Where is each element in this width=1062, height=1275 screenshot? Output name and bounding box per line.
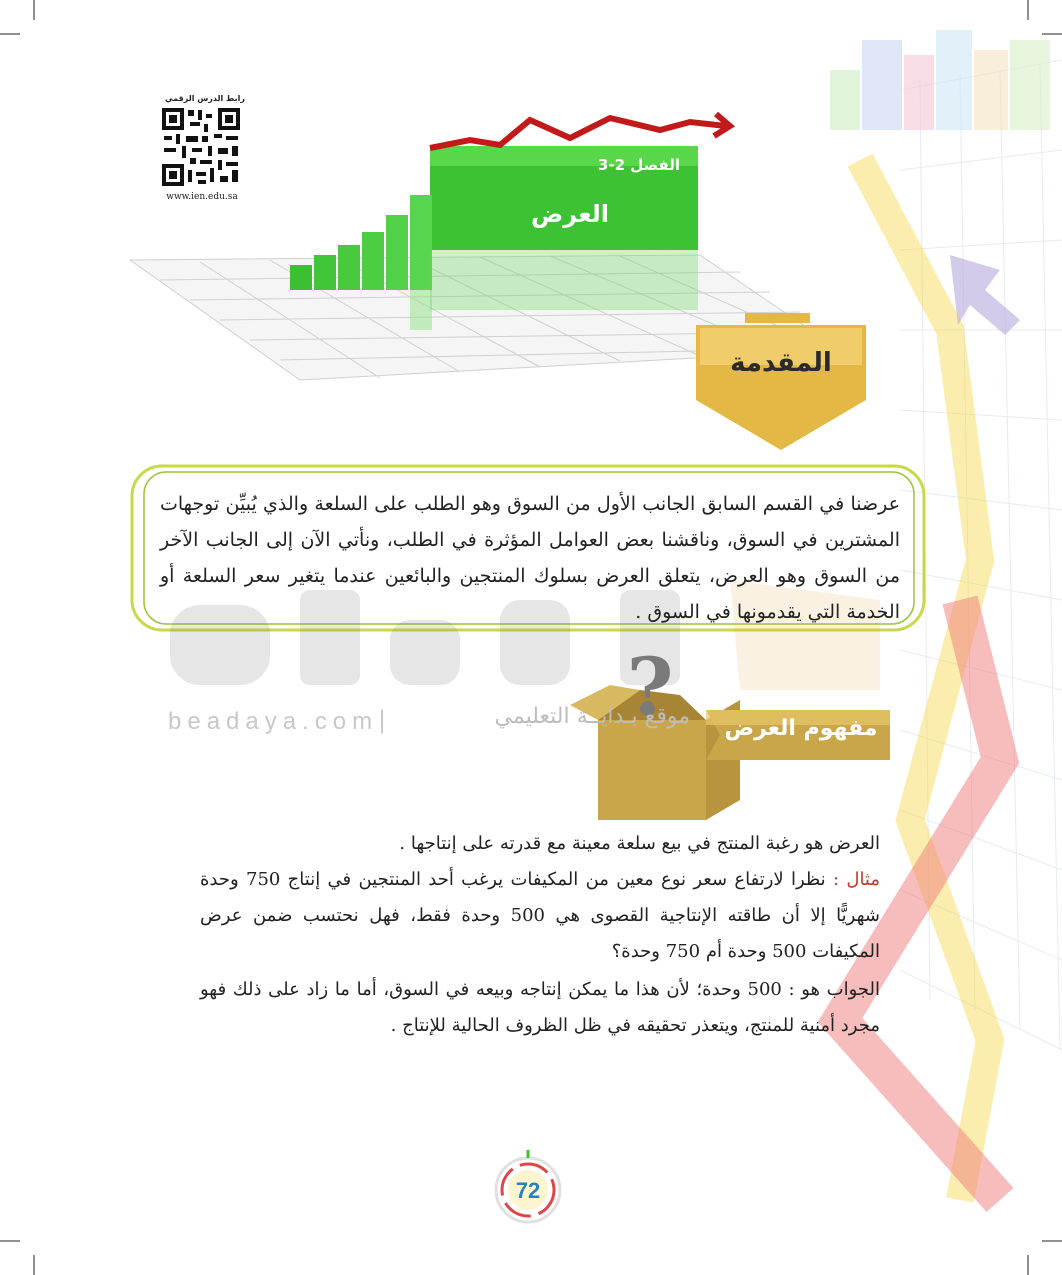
example-paragraph bbox=[200, 862, 880, 970]
intro-badge bbox=[696, 318, 866, 450]
intro-title: المقدمة bbox=[730, 348, 832, 378]
watermark-english: beadaya.com bbox=[168, 708, 379, 735]
buildings-icon bbox=[830, 30, 1050, 130]
answer-paragraph: الجواب هو : 500 وحدة؛ لأن هذا ما يمكن إنتاجه وبيعه في السوق، أما ما زاد على ذلك فهو مجرد أمنية للمنتج، ويتعذر تحقيقه في ظل الظروف الحالية للإنتاج . bbox=[200, 979, 880, 1036]
concept-title: مفهوم العرض bbox=[724, 716, 878, 741]
watermark-separator: | bbox=[378, 706, 387, 734]
qr-label: رابط الدرس الرقمي bbox=[165, 94, 245, 103]
question-box-icon bbox=[570, 640, 740, 820]
example-label: مثال : bbox=[833, 869, 881, 890]
watermark-arabic: موقع بـدايــة التعليمي bbox=[494, 704, 690, 729]
intro-paragraph: عرضنا في القسم السابق الجانب الأول من السوق وهو الطلب على السلعة والذي يُبيِّن توجهات المشترين في السوق، وناقشنا بعض العوامل المؤثرة في الطلب، ونأتي الآن إلى الجانب الآخر من السوق وهو العرض، يتعلق العرض بسلوك المنتجين والبائعين عندما يتغير سعر السلعة أو الخدمة التي يقدمونها في السوق . bbox=[160, 493, 900, 623]
chapter-number: الفصل 2-3 bbox=[597, 156, 680, 174]
qr-code-icon[interactable] bbox=[160, 106, 242, 188]
definition-paragraph: العرض هو رغبة المنتج في بيع سلعة معينة مع قدرته على إنتاجها . bbox=[399, 833, 880, 854]
qr-url[interactable]: www.ien.edu.sa bbox=[166, 192, 238, 202]
svg-text:?: ? bbox=[626, 640, 674, 734]
example-text: نظرا لارتفاع سعر نوع معين من المكيفات يرغب أحد المنتجين في إنتاج 750 وحدة شهريًّا إلا أن طاقته الإنتاجية القصوى هي 500 وحدة فقط، فهل نحتسب ضمن عرض المكيفات 500 وحدة أم 750 وحدة؟ bbox=[200, 869, 880, 962]
page-number: 72 bbox=[515, 1178, 541, 1203]
section-title: العرض bbox=[531, 200, 609, 228]
